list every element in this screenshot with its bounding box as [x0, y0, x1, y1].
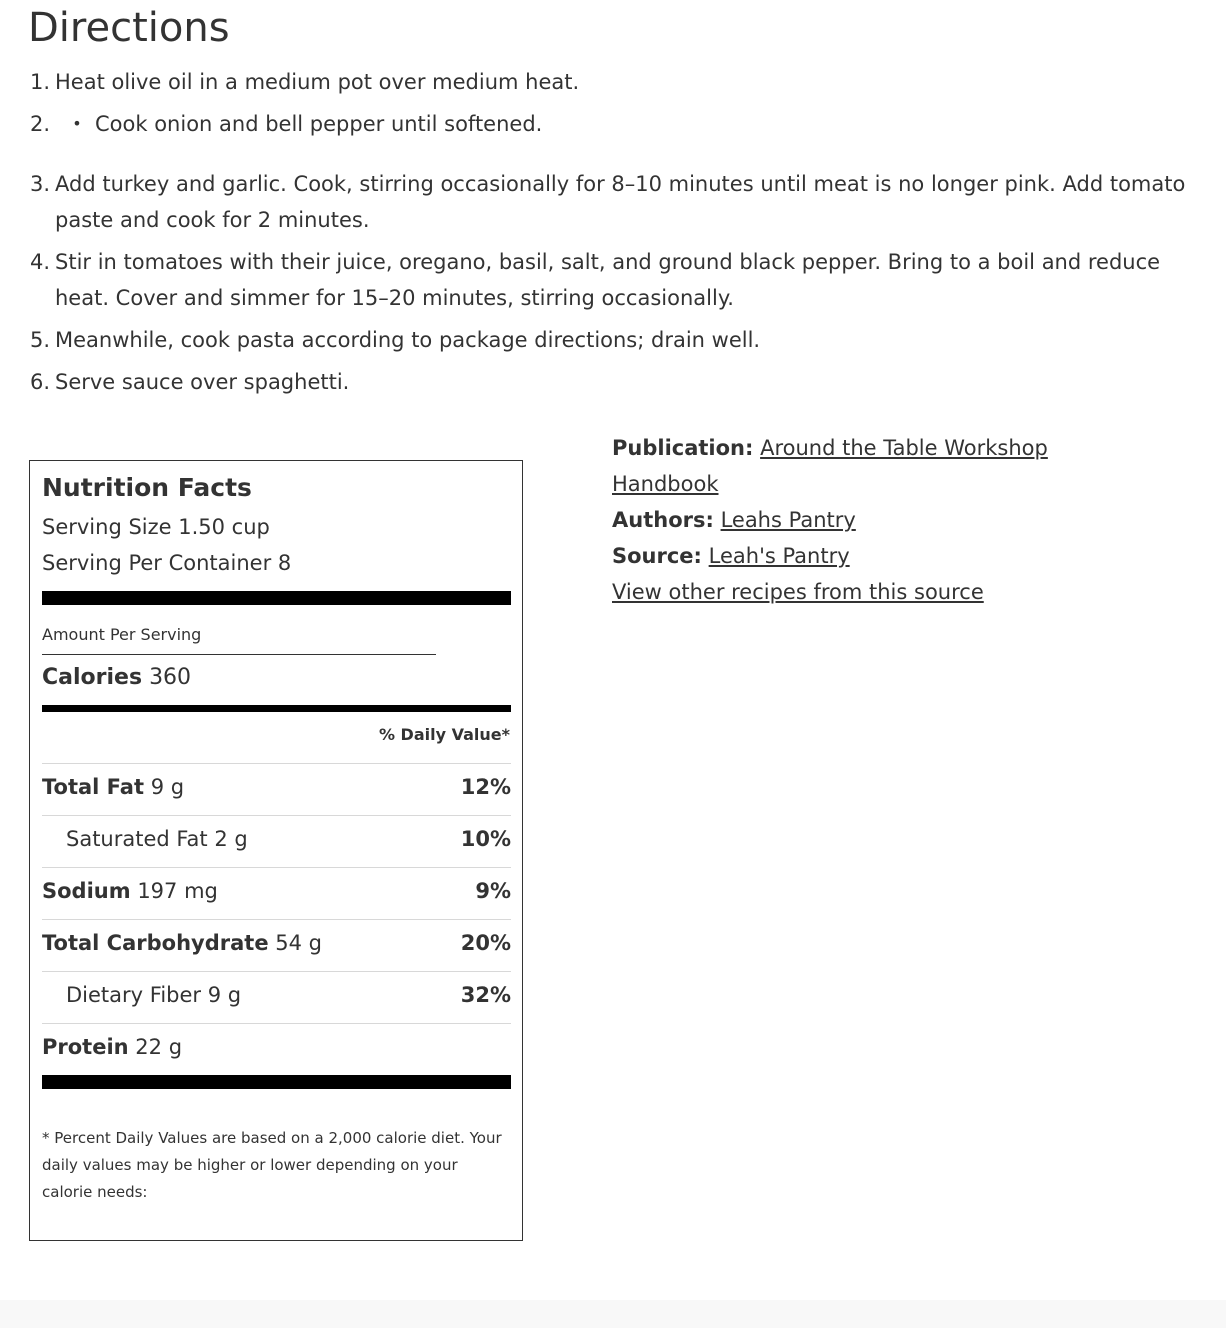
calories-line	[42, 665, 191, 690]
direction-step	[30, 106, 1190, 142]
source-link[interactable]: Leah's Pantry	[708, 544, 850, 568]
publication-line	[612, 430, 1052, 502]
divider	[42, 815, 511, 816]
thick-divider	[42, 1075, 511, 1089]
nutrition-facts-title: Nutrition Facts	[42, 473, 252, 502]
direction-step	[30, 64, 1190, 100]
authors-link[interactable]: Leahs Pantry	[720, 508, 856, 532]
direction-step	[30, 166, 1190, 238]
nutrient-row-saturated-fat	[42, 827, 511, 857]
step-text: Heat olive oil in a medium pot over medium heat.	[55, 70, 580, 94]
amount-per-serving-label: Amount Per Serving	[42, 625, 202, 644]
nutrient-percent: 20%	[460, 931, 511, 955]
step-number: 5.	[30, 328, 51, 352]
divider	[42, 919, 511, 920]
nutrition-facts-panel	[29, 460, 523, 1241]
medium-divider	[42, 705, 511, 712]
divider	[42, 867, 511, 868]
nutrient-percent: 9%	[475, 879, 511, 903]
authors-label: Authors:	[612, 508, 714, 532]
publication-label: Publication:	[612, 436, 754, 460]
step-number: 2.	[30, 112, 51, 136]
directions-heading: Directions	[28, 5, 230, 51]
nutrient-row-total-carbohydrate	[42, 931, 511, 961]
daily-value-footnote: * Percent Daily Values are based on a 2,000 calorie diet. Your daily values may be higher or lower depending on your calorie needs:	[42, 1129, 502, 1201]
view-other-recipes-link[interactable]: View other recipes from this source	[612, 580, 984, 604]
direction-step	[30, 244, 1190, 316]
serving-size: Serving Size 1.50 cup	[42, 515, 270, 539]
nutrient-row-total-fat	[42, 775, 511, 805]
direction-step	[30, 322, 1190, 358]
nutrient-label: Total Carbohydrate	[42, 931, 269, 955]
thick-divider	[42, 591, 511, 605]
divider	[42, 763, 511, 764]
step-text: Stir in tomatoes with their juice, oregano, basil, salt, and ground black pepper. Bring to a boil and reduce heat. Cover and simmer for 15–20 minutes, stirring occasionally.	[55, 250, 1161, 310]
publication-info	[612, 430, 1052, 610]
divider	[42, 971, 511, 972]
page-footer-band	[0, 1300, 1226, 1328]
calories-label: Calories	[42, 665, 143, 690]
bullet-icon: •	[72, 114, 82, 133]
nutrient-label: Total Fat	[42, 775, 145, 799]
nutrient-amount: 54 g	[275, 931, 322, 955]
divider	[42, 654, 436, 655]
step-text: Meanwhile, cook pasta according to package directions; drain well.	[55, 328, 761, 352]
step-number: 4.	[30, 250, 51, 274]
view-other-line	[612, 574, 1052, 610]
nutrient-row-sodium	[42, 879, 511, 909]
nutrient-row-dietary-fiber	[42, 983, 511, 1013]
directions-list	[30, 64, 1190, 406]
direction-step	[30, 364, 1190, 400]
servings-per-container: Serving Per Container 8	[42, 551, 292, 575]
nutrient-label: Dietary Fiber	[66, 983, 202, 1007]
nutrient-label: Protein	[42, 1035, 129, 1059]
nutrient-row-protein	[42, 1035, 511, 1065]
source-label: Source:	[612, 544, 702, 568]
publication-link[interactable]: Around the Table Workshop Handbook	[612, 436, 1048, 496]
daily-value-header: % Daily Value*	[378, 725, 510, 744]
nutrient-amount: 197 mg	[137, 879, 218, 903]
source-line	[612, 538, 1052, 574]
step-number: 6.	[30, 370, 51, 394]
calories-value: 360	[149, 665, 192, 690]
nutrient-percent: 12%	[460, 775, 511, 799]
nutrient-amount: 2 g	[214, 827, 248, 851]
step-number: 3.	[30, 172, 51, 196]
nutrient-label: Saturated Fat	[66, 827, 208, 851]
divider	[42, 1023, 511, 1024]
nutrient-label: Sodium	[42, 879, 131, 903]
step-text: Serve sauce over spaghetti.	[55, 370, 350, 394]
nutrient-percent: 10%	[460, 827, 511, 851]
nutrient-percent: 32%	[460, 983, 511, 1007]
nutrient-amount: 9 g	[207, 983, 242, 1007]
step-number: 1.	[30, 70, 51, 94]
step-text: Add turkey and garlic. Cook, stirring occasionally for 8–10 minutes until meat is no longer pink. Add tomato paste and cook for 2 minutes.	[55, 172, 1186, 232]
nutrient-amount: 9 g	[150, 775, 185, 799]
authors-line	[612, 502, 1052, 538]
nutrient-amount: 22 g	[135, 1035, 183, 1059]
step-text: Cook onion and bell pepper until softened.	[95, 112, 543, 136]
